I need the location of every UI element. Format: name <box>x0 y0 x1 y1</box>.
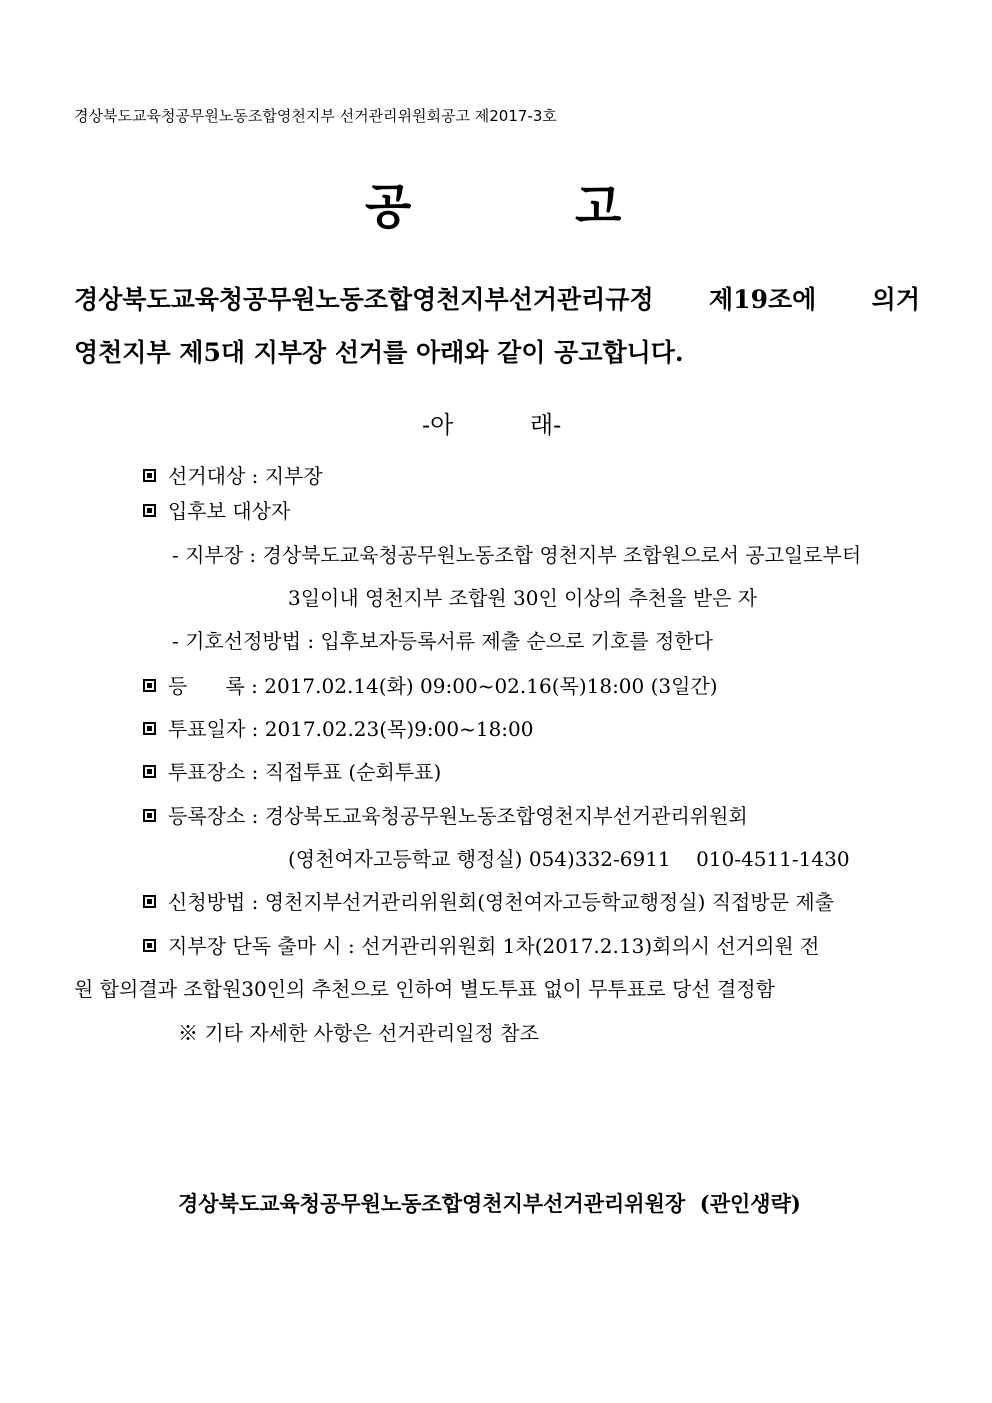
single-candidate-line-2: 원 합의결과 조합원30인의 추천으로 인하여 별도투표 없이 무투표로 당선 결정함 <box>74 977 775 1001</box>
registration-value: : 2017.02.14(화) 09:00~02.16(목)18:00 (3일간) <box>244 674 718 698</box>
square-bullet-icon <box>143 765 156 778</box>
square-bullet-icon <box>143 939 156 952</box>
title-char-1: 공 <box>365 179 412 235</box>
item-candidates-text: 입후보 대상자 <box>168 499 291 523</box>
item-vote-date <box>143 713 533 742</box>
vote-date-text: 투표일자 : 2017.02.23(목)9:00~18:00 <box>168 717 534 741</box>
item-registration <box>143 670 718 699</box>
square-bullet-icon <box>143 809 156 822</box>
reg-place-text: 등록장소 : 경상북도교육청공무원노동조합영천지부선거관리위원회 <box>168 804 748 828</box>
item-vote-place <box>143 756 441 785</box>
item-target-text: 선거대상 : 지부장 <box>168 464 323 488</box>
note: ※ 기타 자세한 사항은 선거관리일정 참조 <box>178 1021 539 1045</box>
item-target <box>143 460 323 489</box>
intro-line-2: 영천지부 제5대 지부장 선거를 아래와 같이 공고합니다. <box>74 338 684 367</box>
reg-place-line-2: (영천여자고등학교 행정실) 054)332-6911 010-4511-1430 <box>288 847 850 871</box>
square-bullet-icon <box>143 722 156 735</box>
square-bullet-icon <box>143 895 156 908</box>
registration-label: 등 록 <box>168 674 245 698</box>
vote-place-text: 투표장소 : 직접투표 (순회투표) <box>168 760 442 784</box>
branch-head-line-1: - 지부장 : 경상북도교육청공무원노동조합 영천지부 조합원으로서 공고일로부터 <box>172 543 862 567</box>
branch-head-line-2: 3일이내 영천지부 조합원 30인 이상의 추천을 받은 자 <box>288 586 758 610</box>
item-candidates <box>143 495 290 524</box>
item-single-candidate <box>143 930 819 959</box>
square-bullet-icon <box>143 504 156 517</box>
square-bullet-icon <box>143 679 156 692</box>
intro-line-1: 경상북도교육청공무원노동조합영천지부선거관리규정 제19조에 의거 <box>74 285 920 314</box>
item-reg-place <box>143 800 748 829</box>
notice-number: 경상북도교육청공무원노동조합영천지부 선거관리위원회공고 제2017-3호 <box>74 107 557 125</box>
below-heading-2: 래- <box>530 411 562 439</box>
signature: 경상북도교육청공무원노동조합영천지부선거관리위원장 (관인생략) <box>178 1191 801 1216</box>
title-char-2: 고 <box>575 179 622 235</box>
below-heading-1: -아 <box>422 411 454 439</box>
apply-method-text: 신청방법 : 영천지부선거관리위원회(영천여자고등학교행정실) 직접방문 제출 <box>168 890 835 914</box>
symbol-method: - 기호선정방법 : 입후보자등록서류 제출 순으로 기호를 정한다 <box>172 629 713 653</box>
item-apply-method <box>143 886 834 915</box>
single-candidate-text: 지부장 단독 출마 시 : 선거관리위원회 1차(2017.2.13)회의시 선거의원 전 <box>168 934 820 958</box>
square-bullet-icon <box>143 469 156 482</box>
